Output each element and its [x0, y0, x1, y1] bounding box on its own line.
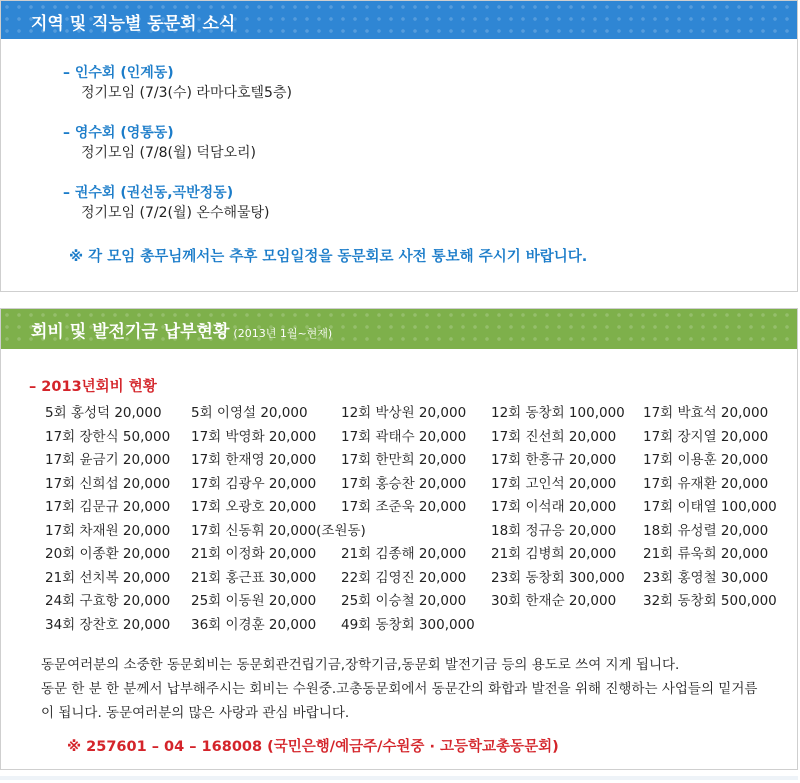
dues-entry: 23회 동창회 300,000	[491, 569, 625, 586]
dues-entry: 5회 이영설 20,000	[191, 405, 308, 421]
dues-row	[1, 542, 797, 566]
dues-row	[1, 495, 797, 519]
dues-entry: 17회 신희섭 20,000	[45, 475, 171, 492]
dues-entry: 17회 고인석 20,000	[491, 475, 617, 492]
meeting-item	[63, 123, 256, 163]
dues-entry: 17회 한흥규 20,000	[491, 452, 617, 468]
meeting-item	[63, 183, 270, 223]
dues-entry: 18회 정규응 20,000	[491, 522, 617, 539]
dues-entry: 36회 이경훈 20,000	[191, 616, 317, 633]
dues-entry: 17회 장한식 50,000	[45, 428, 171, 445]
meeting-detail: 정기모임 (7/8(월) 덕담오리)	[81, 145, 256, 161]
dues-entry: 17회 신동휘 20,000(조원동)	[191, 522, 366, 539]
dues-description-2: 동문 한 분 한 분께서 납부해주시는 회비는 수원중.고총동문회에서 동문간의 화합과 발전을 위해 진행하는 사업들의 밑거름이 됩니다. 동문여러분의 많은 사랑과 관심 바랍니다.	[41, 681, 758, 721]
dues-title: 회비 및 발전기금 납부현황	[31, 322, 230, 342]
dues-grid	[1, 401, 797, 636]
dues-entry: 17회 김광우 20,000	[191, 475, 317, 492]
dues-entry: 17회 진선희 20,000	[491, 428, 617, 445]
dues-entry: 24회 구효항 20,000	[45, 593, 171, 609]
dues-entry: 17회 조준욱 20,000	[341, 499, 467, 515]
dues-heading: – 2013년회비 현황	[29, 379, 157, 395]
dues-entry: 20회 이종환 20,000	[45, 546, 171, 562]
dues-entry: 17회 한재영 20,000	[191, 452, 317, 468]
dues-row	[1, 589, 797, 613]
meeting-name: – 영수회 (영통동)	[63, 125, 174, 141]
dues-entry: 21회 김종해 20,000	[341, 546, 467, 562]
dues-entry: 34회 장찬호 20,000	[45, 616, 171, 633]
dues-entry: 21회 이정화 20,000	[191, 546, 317, 562]
news-header-bar	[1, 1, 797, 39]
page-bottom-rule	[0, 776, 798, 780]
dues-header-bar	[1, 309, 797, 349]
dues-row	[1, 401, 797, 425]
dues-entry: 30회 한재순 20,000	[491, 593, 617, 609]
dues-row	[1, 566, 797, 590]
meeting-name: – 권수회 (권선동,곡반정동)	[63, 185, 234, 201]
dues-entry: 21회 류욱희 20,000	[643, 546, 769, 562]
dues-entry: 5회 홍성덕 20,000	[45, 405, 162, 421]
dues-row	[1, 425, 797, 449]
dues-entry: 17회 이태열 100,000	[643, 499, 777, 515]
dues-entry: 17회 한만희 20,000	[341, 452, 467, 468]
dues-row	[1, 613, 797, 637]
bank-account-info: ※ 257601 – 04 – 168008 (국민은행/예금주/수원중 · 고등학교총동문회)	[67, 739, 559, 755]
dues-entry: 17회 차재원 20,000	[45, 522, 171, 539]
dues-entry: 17회 윤금기 20,000	[45, 452, 171, 468]
meeting-item	[63, 63, 292, 103]
dues-section	[0, 308, 798, 770]
dues-row	[1, 519, 797, 543]
dues-subtitle: (2013년 1월~현재)	[233, 327, 333, 340]
dues-row	[1, 448, 797, 472]
meeting-name: – 인수회 (인계동)	[63, 65, 174, 81]
meeting-detail: 정기모임 (7/2(월) 온수해물탕)	[81, 205, 270, 221]
dues-entry: 12회 박상원 20,000	[341, 405, 467, 421]
dues-entry: 12회 동창회 100,000	[491, 405, 625, 421]
dues-entry: 25회 이동원 20,000	[191, 593, 317, 609]
dues-entry: 25회 이승철 20,000	[341, 593, 467, 609]
dues-entry: 17회 이석래 20,000	[491, 499, 617, 515]
dues-entry: 21회 선치복 20,000	[45, 569, 171, 586]
dues-description-1: 동문여러분의 소중한 동문회비는 동문회관건립기금,장학기금,동문회 발전기금 등의 용도로 쓰여 지게 됩니다.	[41, 657, 680, 673]
dues-entry: 23회 홍영철 30,000	[643, 569, 769, 586]
dues-entry: 21회 홍근표 30,000	[191, 569, 317, 586]
dues-entry: 17회 유재환 20,000	[643, 475, 769, 492]
dues-entry: 17회 김문규 20,000	[45, 499, 171, 515]
dues-entry: 17회 곽태수 20,000	[341, 428, 467, 445]
dues-title-wrap	[31, 317, 332, 342]
dues-entry: 17회 오광호 20,000	[191, 499, 317, 515]
dues-entry: 17회 홍승찬 20,000	[341, 475, 467, 492]
dues-entry: 22회 김영진 20,000	[341, 569, 467, 586]
dues-description	[41, 653, 761, 725]
meeting-notice: ※ 각 모임 총무님께서는 추후 모임일정을 동문회로 사전 통보해 주시기 바랍니다.	[69, 249, 588, 265]
news-section	[0, 0, 798, 292]
dues-entry: 17회 장지열 20,000	[643, 428, 769, 445]
news-title: 지역 및 직능별 동문회 소식	[31, 14, 236, 34]
meeting-detail: 정기모임 (7/3(수) 라마다호텔5층)	[81, 85, 292, 101]
dues-entry: 18회 유성렬 20,000	[643, 522, 769, 539]
dues-entry: 32회 동창회 500,000	[643, 593, 777, 609]
dues-row	[1, 472, 797, 496]
dues-entry: 17회 박영화 20,000	[191, 428, 317, 445]
dues-entry: 49회 동창회 300,000	[341, 616, 475, 633]
dues-entry: 21회 김병희 20,000	[491, 546, 617, 562]
dues-entry: 17회 이용훈 20,000	[643, 452, 769, 468]
dues-entry: 17회 박효석 20,000	[643, 405, 769, 421]
